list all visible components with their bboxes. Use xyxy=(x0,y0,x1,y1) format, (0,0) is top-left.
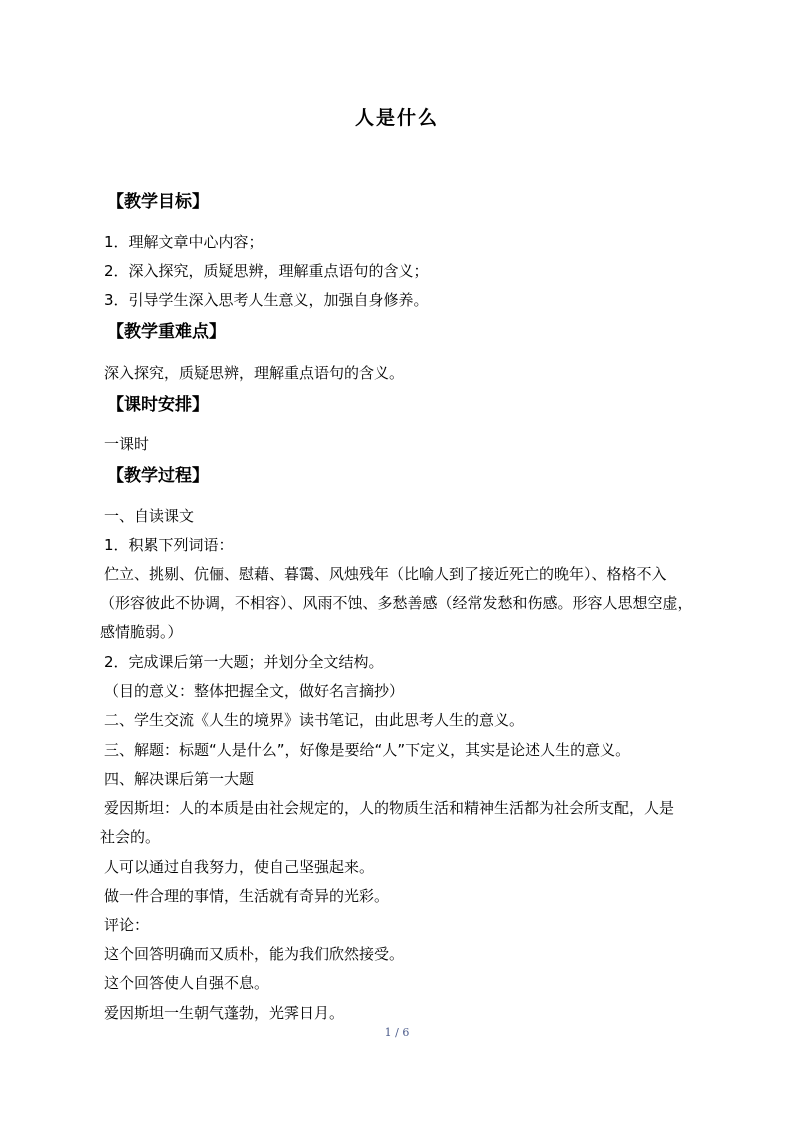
section-heading-process: 【教学过程】 xyxy=(107,466,209,486)
process-paragraph: 三、解题：标题“人是什么”，好像是要给“人”下定义，其实是论述人生的意义。 xyxy=(104,741,631,759)
page-number: 1 / 6 xyxy=(384,1026,410,1039)
page-title: 人是什么 xyxy=(354,107,439,129)
process-paragraph: （形容彼此不协调，不相容）、风雨不蚀、多愁善感（经常发愁和伤感。形容人思想空虚， xyxy=(100,594,693,612)
goal-item: 2．深入探究，质疑思辨，理解重点语句的含义； xyxy=(104,262,429,280)
process-paragraph: 二、学生交流《人生的境界》读书笔记，由此思考人生的意义。 xyxy=(104,711,525,729)
process-paragraph: 人可以通过自我努力，使自己坚强起来。 xyxy=(104,858,375,876)
process-paragraph: 社会的。 xyxy=(100,828,161,846)
process-paragraph: 2．完成课后第一大题；并划分全文结构。 xyxy=(104,653,384,671)
key-points-text: 深入探究，质疑思辨，理解重点语句的含义。 xyxy=(104,364,405,382)
process-paragraph: 一、自读课文 xyxy=(104,507,195,525)
process-paragraph: 做一件合理的事情，生活就有奇异的光彩。 xyxy=(104,887,390,905)
process-paragraph: 评论： xyxy=(104,916,150,934)
section-heading-key-points: 【教学重难点】 xyxy=(107,322,226,342)
process-paragraph: （目的意义：整体把握全文，做好名言摘抄） xyxy=(104,682,405,700)
section-heading-schedule: 【课时安排】 xyxy=(107,395,209,415)
schedule-text: 一课时 xyxy=(104,435,150,453)
process-paragraph: 伫立、挑剔、伉俪、慰藉、暮霭、风烛残年（比喻人到了接近死亡的晚年）、格格不入 xyxy=(104,565,667,583)
process-paragraph: 1．积累下列词语： xyxy=(104,536,234,554)
process-paragraph: 这个回答使人自强不息。 xyxy=(104,974,270,992)
process-paragraph: 四、解决课后第一大题 xyxy=(104,770,255,788)
process-paragraph: 爱因斯坦一生朝气蓬勃，光霁日月。 xyxy=(104,1004,345,1022)
goal-item: 1．理解文章中心内容； xyxy=(104,233,264,251)
process-paragraph: 这个回答明确而又质朴，能为我们欣然接受。 xyxy=(104,945,405,963)
process-paragraph: 爱因斯坦：人的本质是由社会规定的，人的物质生活和精神生活都为社会所支配，人是 xyxy=(104,799,675,817)
section-heading-goals: 【教学目标】 xyxy=(107,192,209,212)
goal-item: 3．引导学生深入思考人生意义，加强自身修养。 xyxy=(104,291,429,309)
process-paragraph: 感情脆弱。） xyxy=(100,623,183,641)
